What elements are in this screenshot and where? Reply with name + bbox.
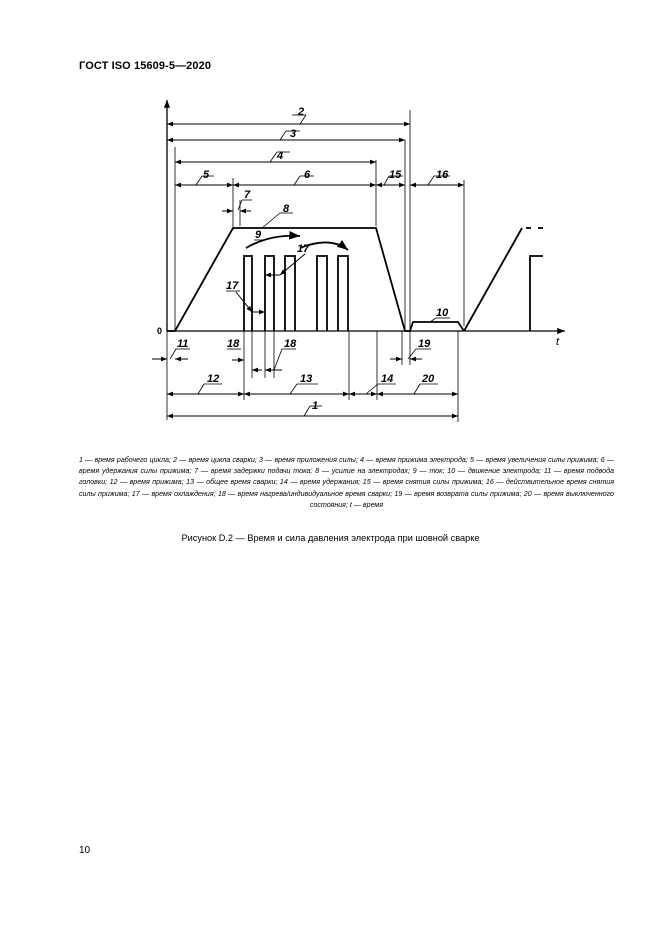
standard-designation: ГОСТ ISO 15609-5—2020 <box>79 60 212 72</box>
callout-17-left: 17 <box>226 280 239 292</box>
time-axis-label: t <box>556 336 560 348</box>
callout-17-top: 17 <box>297 243 310 255</box>
figure-caption: Рисунок D.2 — Время и сила давления электрода при шовной сварке <box>181 533 480 543</box>
callout-1: 1 <box>312 400 319 412</box>
callout-9: 9 <box>255 229 262 241</box>
axes <box>167 100 565 331</box>
callout-20: 20 <box>422 373 435 385</box>
callout-2: 2 <box>298 106 305 118</box>
callout-3: 3 <box>290 128 297 140</box>
callout-14: 14 <box>381 373 394 385</box>
callout-numbers <box>177 106 449 412</box>
electrode-force-curve <box>167 228 545 331</box>
callout-19: 19 <box>418 338 431 350</box>
origin-label: 0 <box>157 326 163 336</box>
callout-10: 10 <box>436 307 449 319</box>
callout-4: 4 <box>277 150 284 162</box>
timing-diagram <box>0 0 661 440</box>
callout-8: 8 <box>283 203 290 215</box>
callout-5: 5 <box>203 169 210 181</box>
callout-18-left: 18 <box>227 338 240 350</box>
page-number: 10 <box>79 845 91 856</box>
callout-11: 11 <box>177 338 189 350</box>
callout-15: 15 <box>389 169 402 181</box>
callout-18-right: 18 <box>284 338 297 350</box>
callout-6: 6 <box>304 169 311 181</box>
callout-13: 13 <box>300 373 313 385</box>
callout-7: 7 <box>244 189 251 201</box>
figure-legend: 1 — время рабочего цикла; 2 — время цикла сварки; 3 — время приложения силы; 4 — время прижима электрода; 5 — время увеличения силы прижима; 6 — время удержания силы прижима; 7 — время задержки подачи тока; 8 — усилие на электродах; 9 — ток; 10 — движение электрода; 11 — время подвода головки; 12 — время прижима; 13 — общее время сварки; 14 — время удержания; 15 — время снятия силы прижима; 16 — действительное время снятия силы прижима; 17 — время охлаждения; 18 — время нагрева/индивидуальное время сварки; 19 — время возврата силы прижима; 20 — время выключенного состояния; t — время <box>79 456 614 509</box>
callout-12: 12 <box>207 373 220 385</box>
callout-16: 16 <box>436 169 449 181</box>
current-pulses <box>244 236 348 331</box>
